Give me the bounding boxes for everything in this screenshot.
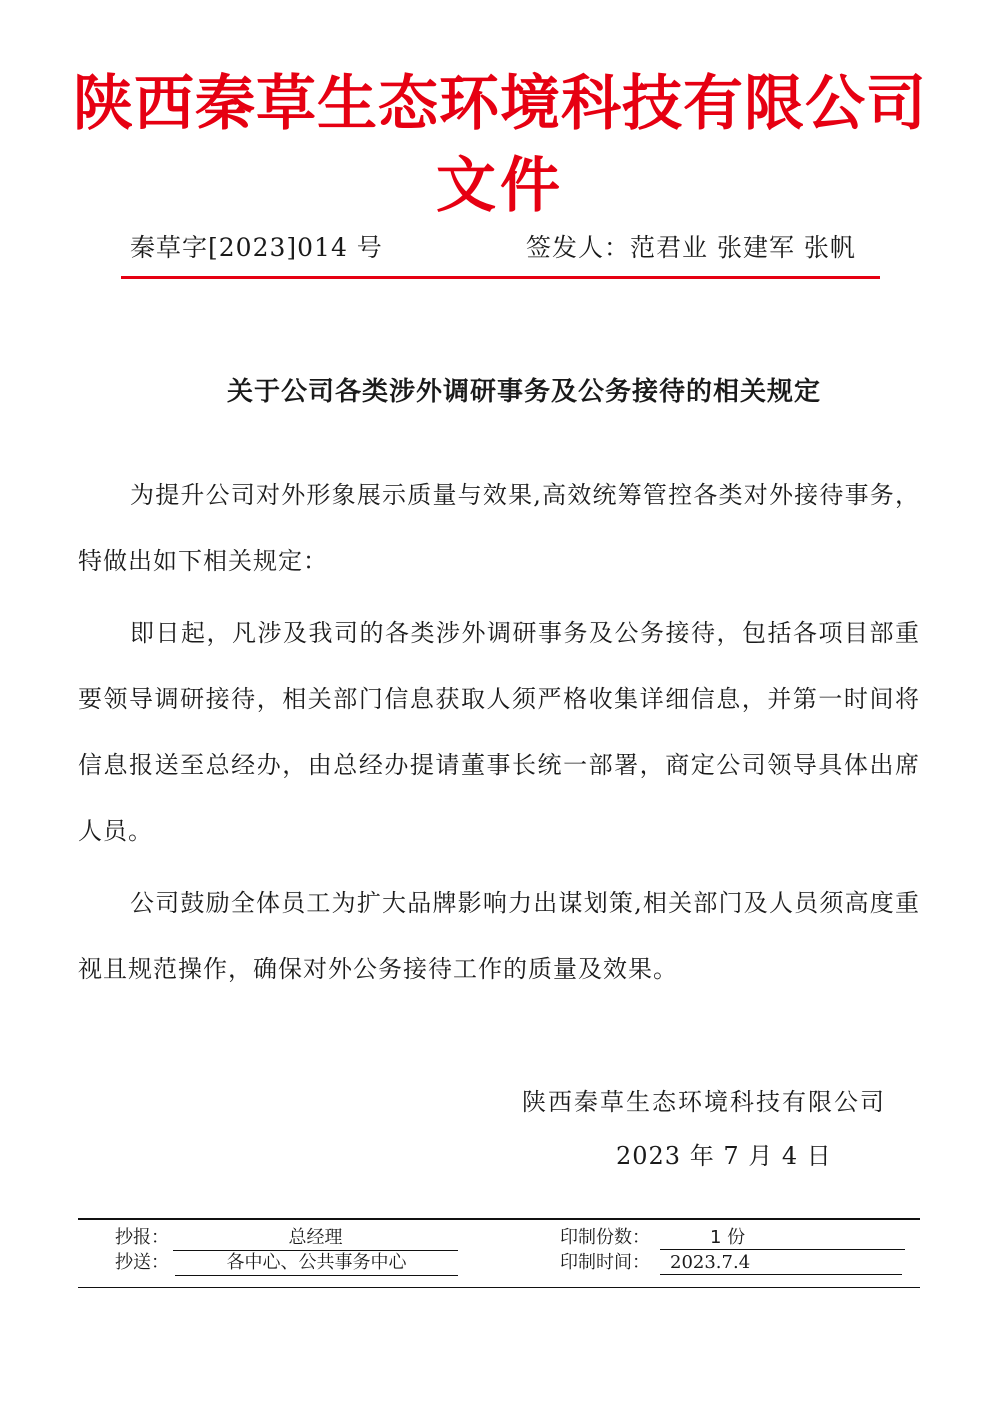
report-to-label: 抄报： — [115, 1227, 169, 1248]
signature-organization: 陕西秦草生态环境科技有限公司 — [522, 1088, 886, 1116]
report-to-value: 总经理 — [173, 1226, 458, 1251]
footer-rule-bottom — [78, 1287, 920, 1288]
document-number: 秦草字[2023]014 号 — [130, 233, 383, 262]
header-red-rule — [121, 276, 880, 279]
paragraph-2: 即日起，凡涉及我司的各类涉外调研事务及公务接待，包括各项目部重要领导调研接待，相关部门信息获取人须严格收集详细信息，并第一时间将信息报送至总经办，由总经办提请董事长统一部署，商定公司领导具体出席人员。 — [78, 619, 920, 845]
paragraph-1: 为提升公司对外形象展示质量与效果,高效统筹管控各类对外接待事务，特做出如下相关规定： — [78, 481, 920, 575]
paragraph-3: 公司鼓励全体员工为扩大品牌影响力出谋划策,相关部门及人员须高度重视且规范操作，确保对外公务接待工作的质量及效果。 — [78, 889, 920, 983]
signature-date: 2023 年 7 月 4 日 — [616, 1142, 832, 1170]
footer-row-2 — [0, 1251, 1000, 1277]
print-time-value: 2023.7.4 — [660, 1251, 902, 1275]
document-title: 关于公司各类涉外调研事务及公务接待的相关规定 — [226, 377, 821, 407]
footer-rule-top — [78, 1218, 920, 1220]
copies-label: 印制份数： — [560, 1227, 650, 1248]
header-subtitle: 文件 — [436, 151, 564, 221]
signers: 签发人：范君业 张建军 张帆 — [526, 233, 856, 262]
cc-label: 抄送： — [115, 1252, 169, 1273]
print-time-label: 印制时间： — [560, 1252, 650, 1273]
footer-row-1 — [0, 1226, 1000, 1252]
copies-value: 1 份 — [660, 1226, 905, 1250]
cc-value: 各中心、公共事务中心 — [175, 1251, 458, 1276]
header-organization: 陕西秦草生态环境科技有限公司 — [73, 69, 927, 139]
